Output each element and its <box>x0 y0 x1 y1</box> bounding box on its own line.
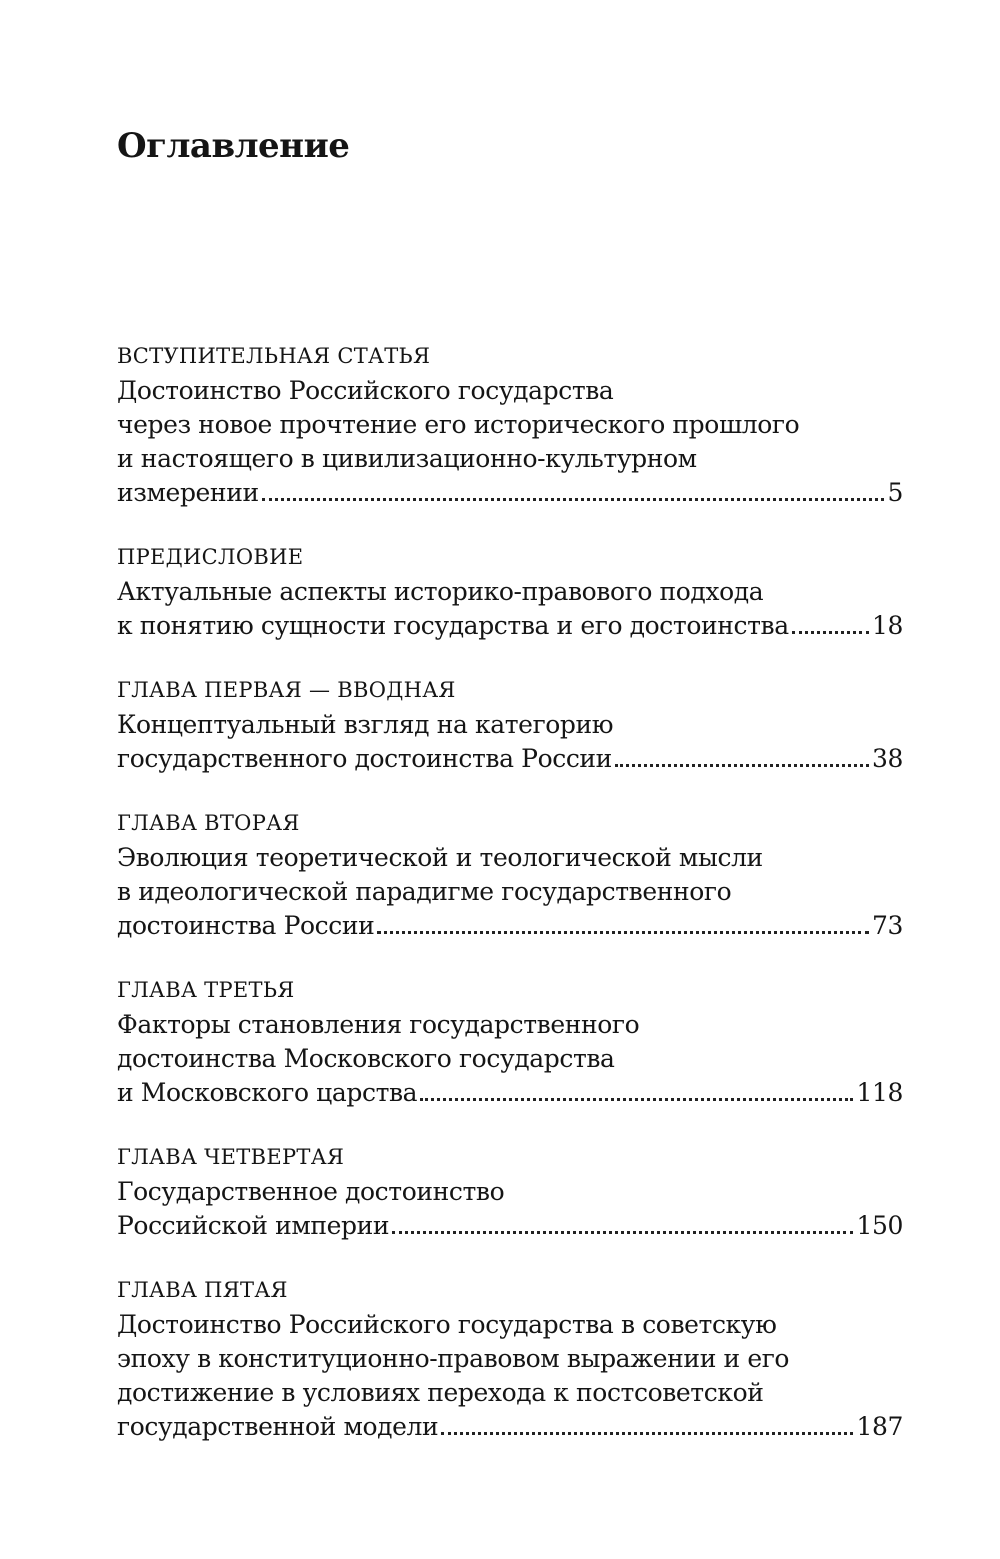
entry-title-line: Государственное достоинство <box>117 1177 505 1206</box>
dot-leader <box>377 930 869 934</box>
toc-entry <box>117 672 903 776</box>
entry-last-line <box>117 742 903 776</box>
toc-entry <box>117 1139 903 1243</box>
entry-title-line: Достоинство Российского государства в советскую <box>117 1310 777 1339</box>
entry-last-line <box>117 1076 903 1110</box>
entry-title-line: достоинства России <box>117 911 375 940</box>
page-number: 18 <box>871 611 903 640</box>
section-label: ПРЕДИСЛОВИЕ <box>117 545 304 569</box>
toc-page <box>117 0 903 1559</box>
page-number: 118 <box>856 1078 903 1107</box>
section-label: ГЛАВА ПЕРВАЯ — ВВОДНАЯ <box>117 678 456 702</box>
toc-list <box>117 338 903 1473</box>
toc-entry <box>117 338 903 510</box>
page-title: Оглавление <box>117 126 350 166</box>
entry-title-line: Российской империи <box>117 1211 390 1240</box>
dot-leader <box>420 1097 853 1101</box>
section-label: ГЛАВА ПЯТАЯ <box>117 1278 288 1302</box>
dot-leader <box>392 1230 853 1234</box>
toc-entry <box>117 539 903 643</box>
dot-leader <box>792 630 869 634</box>
entry-title-line: Эволюция теоретической и теологической мысли <box>117 843 763 872</box>
section-label: ГЛАВА ВТОРАЯ <box>117 811 300 835</box>
entry-title-line: государственной модели <box>117 1412 439 1441</box>
entry-title-line: и Московского царства <box>117 1078 418 1107</box>
dot-leader <box>615 763 869 767</box>
section-label: ГЛАВА ЧЕТВЕРТАЯ <box>117 1145 345 1169</box>
entry-title-line: Концептуальный взгляд на категорию <box>117 710 614 739</box>
entry-title-line: эпоху в конституционно-правовом выражении и его <box>117 1344 790 1373</box>
entry-title-line: Актуальные аспекты историко-правового подхода <box>117 577 764 606</box>
entry-title-line: измерении <box>117 478 259 507</box>
entry-title-line: в идеологической парадигме государственного <box>117 877 732 906</box>
page-number: 5 <box>887 478 903 507</box>
section-label: ВСТУПИТЕЛЬНАЯ СТАТЬЯ <box>117 344 431 368</box>
toc-entry <box>117 972 903 1110</box>
page-number: 150 <box>856 1211 903 1240</box>
section-label: ГЛАВА ТРЕТЬЯ <box>117 978 295 1002</box>
page-number: 38 <box>871 744 903 773</box>
dot-leader <box>441 1431 853 1435</box>
entry-last-line <box>117 476 903 510</box>
toc-entry <box>117 1272 903 1444</box>
entry-title-line: Факторы становления государственного <box>117 1010 640 1039</box>
entry-title-line: к понятию сущности государства и его достоинства <box>117 611 789 640</box>
page-number: 73 <box>871 911 903 940</box>
entry-last-line <box>117 909 903 943</box>
entry-title-line: достоинства Московского государства <box>117 1044 615 1073</box>
page-number: 187 <box>856 1412 903 1441</box>
entry-last-line <box>117 1209 903 1243</box>
entry-last-line <box>117 1410 903 1444</box>
entry-title-line: достижение в условиях перехода к постсоветской <box>117 1378 764 1407</box>
toc-entry <box>117 805 903 943</box>
entry-title-line: государственного достоинства России <box>117 744 612 773</box>
entry-title-line: через новое прочтение его исторического прошлого <box>117 410 800 439</box>
entry-title-line: и настоящего в цивилизационно-культурном <box>117 444 697 473</box>
entry-title-line: Достоинство Российского государства <box>117 376 614 405</box>
dot-leader <box>262 497 885 501</box>
entry-last-line <box>117 609 903 643</box>
